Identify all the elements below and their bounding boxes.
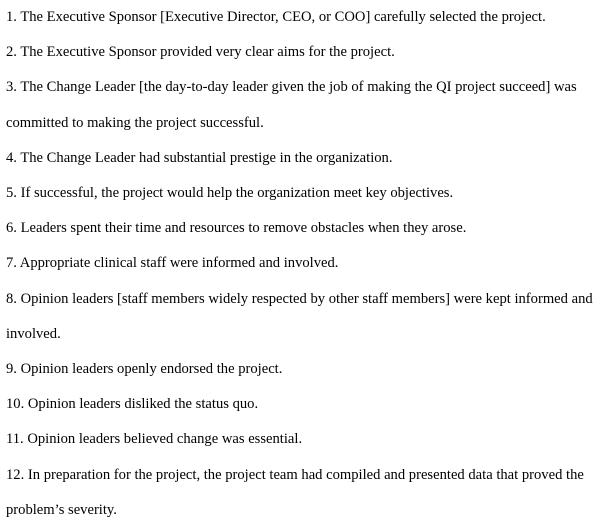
statement-list (6, 0, 600, 528)
statement-item-6: 6. Leaders spent their time and resources to remove obstacles when they arose. (6, 220, 467, 237)
statement-item-11: 11. Opinion leaders believed change was essential. (6, 431, 303, 448)
statement-item-10: 10. Opinion leaders disliked the status quo. (6, 396, 259, 413)
statement-item-1: 1. The Executive Sponsor [Executive Director, CEO, or COO] carefully selected the project. (6, 9, 546, 25)
statement-item-3: 3. The Change Leader [the day-to-day leader given the job of making the QI project succeed] was committed to making the project successful. (6, 79, 577, 131)
statement-item-4: 4. The Change Leader had substantial prestige in the organization. (6, 149, 393, 166)
statement-item-9: 9. Opinion leaders openly endorsed the project. (6, 361, 283, 378)
statement-item-7: 7. Appropriate clinical staff were informed and involved. (6, 255, 339, 272)
statement-item-5: 5. If successful, the project would help the organization meet key objectives. (6, 185, 454, 202)
statement-item-8: 8. Opinion leaders [staff members widely respected by other staff members] were kept informed and involved. (6, 290, 593, 342)
statement-item-2: 2. The Executive Sponsor provided very clear aims for the project. (6, 44, 395, 61)
statement-item-12: 12. In preparation for the project, the project team had compiled and presented data that proved the problem’s severity. (6, 466, 584, 518)
